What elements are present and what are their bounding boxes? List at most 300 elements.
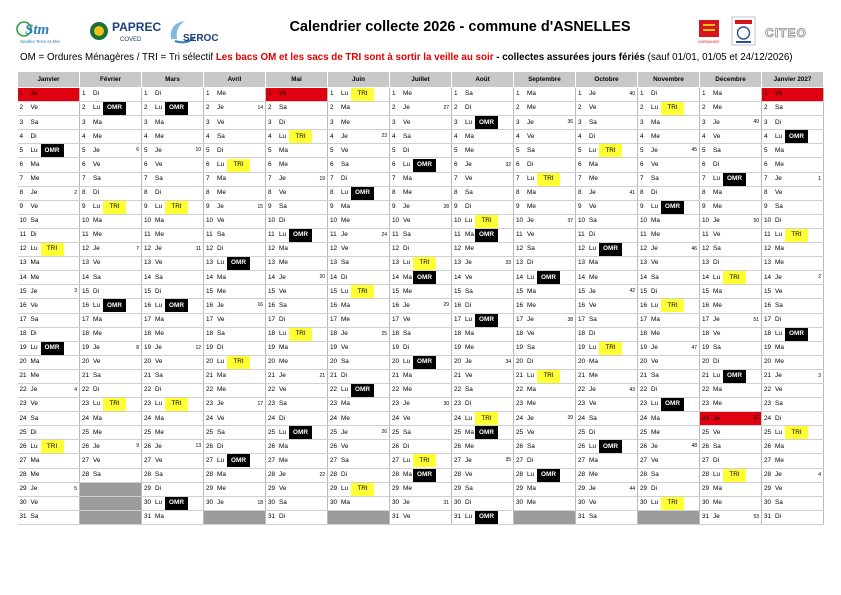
- day-name: Lu: [279, 132, 287, 140]
- day: [18, 130, 80, 143]
- day-name: Je: [465, 456, 472, 464]
- day: [266, 328, 327, 341]
- day-cell: [762, 228, 824, 242]
- day-cell: [762, 440, 824, 454]
- day-cell: [452, 200, 514, 214]
- day-cell: [18, 412, 80, 426]
- day-cell: [576, 214, 638, 228]
- day-row: [18, 426, 824, 440]
- day-cell: [204, 496, 266, 510]
- day-number: 27: [516, 456, 524, 464]
- day-cell: [700, 144, 762, 158]
- omr-collection-badge: OMR: [289, 229, 312, 242]
- tri-collection-badge: TRI: [537, 370, 560, 383]
- day-cell: [80, 102, 142, 116]
- no-collection: [785, 454, 808, 467]
- no-collection: [785, 412, 808, 425]
- day-number: 11: [702, 231, 709, 239]
- day-number: 23: [392, 400, 400, 408]
- day-cell: [390, 412, 452, 426]
- day-cell: [514, 496, 576, 510]
- day: [576, 328, 637, 341]
- day: [204, 201, 265, 214]
- day-cell: [576, 130, 638, 144]
- day-number: 3: [578, 118, 582, 126]
- day-number: 1: [454, 90, 458, 98]
- no-collection: [413, 173, 436, 186]
- day-name: Je: [155, 146, 162, 154]
- no-collection: [475, 454, 498, 467]
- day-cell: [390, 369, 452, 383]
- no-collection: [289, 483, 312, 496]
- day-name: Di: [465, 301, 472, 309]
- day-cell: [18, 383, 80, 397]
- holiday-day: [18, 88, 80, 101]
- no-collection: [103, 257, 126, 270]
- day-number: 6: [578, 160, 582, 168]
- no-collection: [475, 483, 498, 496]
- day-cell: [142, 313, 204, 327]
- no-collection: [599, 187, 622, 200]
- day-number: 6: [702, 160, 706, 168]
- no-collection: [537, 384, 560, 397]
- day-number: 6: [19, 160, 24, 168]
- day: [762, 229, 823, 242]
- no-collection: [537, 201, 560, 214]
- day-cell: [762, 299, 824, 313]
- day-number: 21: [268, 372, 276, 380]
- day-cell: [762, 88, 824, 102]
- day-cell: [204, 454, 266, 468]
- day-number: 4: [392, 132, 396, 140]
- day-cell: [142, 88, 204, 102]
- day-name: Me: [217, 386, 226, 394]
- day-number: 27: [268, 456, 276, 464]
- day-name: Ma: [217, 372, 226, 380]
- day-cell: [266, 102, 328, 116]
- day: [700, 299, 761, 312]
- day-cell: [204, 355, 266, 369]
- day-name: Lu: [93, 400, 101, 408]
- no-collection: [599, 201, 622, 214]
- day-name: Sa: [527, 344, 535, 352]
- day-name: Ma: [589, 160, 598, 168]
- day-number: 28: [640, 470, 648, 478]
- omr-collection-badge: OMR: [227, 257, 250, 270]
- day-name: Di: [527, 358, 534, 366]
- day: [576, 215, 637, 228]
- day-name: Ma: [30, 160, 40, 168]
- day: [80, 229, 141, 242]
- no-collection: [41, 116, 64, 129]
- day: [700, 257, 761, 270]
- day-number: 25: [144, 428, 152, 436]
- no-collection: [165, 314, 188, 327]
- day-name: Ma: [651, 217, 660, 225]
- day: [328, 173, 389, 186]
- day-number: 23: [144, 400, 152, 408]
- day-cell: [576, 88, 638, 102]
- day-name: Ve: [713, 428, 721, 436]
- day-name: Lu: [30, 245, 38, 253]
- no-collection: [537, 144, 560, 157]
- day-name: Ve: [279, 386, 287, 394]
- day: [514, 497, 575, 510]
- week-number: 29: [443, 302, 449, 309]
- day-cell: [700, 440, 762, 454]
- day-name: Lu: [527, 372, 535, 380]
- no-collection: [599, 426, 622, 439]
- day-name: Ma: [651, 414, 660, 422]
- day-cell: [266, 355, 328, 369]
- day-name: Sa: [30, 118, 39, 126]
- no-collection: [537, 187, 560, 200]
- day-name: Ma: [93, 217, 102, 225]
- day-cell: [18, 285, 80, 299]
- day-cell: [452, 341, 514, 355]
- day-name: Ma: [775, 245, 784, 253]
- day: [700, 314, 761, 327]
- day-number: 25: [578, 428, 586, 436]
- day-cell: [328, 369, 390, 383]
- day-number: 10: [206, 217, 214, 225]
- day-name: Ve: [651, 160, 659, 168]
- day: [390, 271, 451, 284]
- day-number: 3: [764, 118, 768, 126]
- day-number: 17: [268, 315, 276, 323]
- day-number: 15: [454, 287, 462, 295]
- day-name: Lu: [217, 456, 225, 464]
- day-name: Je: [589, 386, 596, 394]
- day-number: 9: [206, 203, 210, 211]
- day: [452, 130, 513, 143]
- day-number: 23: [330, 400, 338, 408]
- day-cell: [762, 482, 824, 496]
- day-cell: [18, 426, 80, 440]
- day-name: Me: [775, 358, 784, 366]
- no-collection: [537, 412, 560, 425]
- no-collection: [227, 469, 250, 482]
- no-collection: [165, 173, 188, 186]
- day-name: Ve: [775, 386, 783, 394]
- no-collection: [537, 285, 560, 298]
- no-collection: [227, 215, 250, 228]
- day-number: 28: [268, 470, 276, 478]
- day-number: 15: [764, 287, 772, 295]
- no-collection: [475, 469, 498, 482]
- week-number: 4: [818, 471, 821, 478]
- day-number: 8: [578, 189, 582, 196]
- day-cell: [452, 398, 514, 412]
- day-name: Di: [30, 428, 37, 436]
- day-number: 13: [640, 259, 648, 267]
- day-name: Me: [527, 400, 536, 408]
- day-number: 29: [330, 484, 338, 492]
- day-cell: [638, 468, 700, 482]
- day-number: 1: [268, 90, 272, 98]
- day-name: Je: [93, 146, 100, 154]
- day: [266, 356, 327, 369]
- day-number: 2: [392, 104, 396, 112]
- day-name: Lu: [279, 428, 287, 436]
- day-number: 17: [764, 315, 772, 323]
- no-collection: [785, 173, 808, 186]
- day: [328, 229, 389, 242]
- day-name: Sa: [341, 160, 349, 168]
- day-cell: [514, 130, 576, 144]
- no-collection: [599, 398, 622, 411]
- day-name: Lu: [589, 245, 597, 253]
- day: [390, 215, 451, 228]
- no-collection: [351, 215, 374, 228]
- week-number: 1: [818, 175, 821, 182]
- day-cell: [576, 468, 638, 482]
- day-cell: [142, 144, 204, 158]
- no-collection: [413, 215, 436, 228]
- day-cell: [80, 88, 142, 102]
- day: [638, 469, 699, 482]
- no-collection: [227, 187, 250, 200]
- tri-collection-badge: TRI: [103, 201, 126, 214]
- day-cell: [390, 468, 452, 482]
- no-collection: [41, 497, 64, 510]
- day: [204, 257, 265, 270]
- no-collection: [289, 201, 312, 214]
- day-number: 2: [19, 104, 24, 112]
- day-cell: [266, 454, 328, 468]
- no-collection: [41, 454, 64, 467]
- day-name: Ve: [279, 484, 287, 492]
- day: [18, 187, 80, 200]
- day-number: 19: [19, 344, 27, 352]
- day-cell: [142, 496, 204, 510]
- day-number: 3: [640, 118, 644, 126]
- day-name: Ve: [30, 499, 38, 507]
- day: [638, 370, 699, 383]
- no-collection: [599, 356, 622, 369]
- no-collection: [413, 370, 436, 383]
- day: [762, 454, 823, 467]
- day: [328, 187, 389, 200]
- no-collection: [227, 483, 250, 496]
- day-name: Sa: [217, 231, 225, 239]
- day-cell: [638, 440, 700, 454]
- no-collection: [227, 384, 250, 397]
- day-name: Lu: [713, 273, 721, 281]
- no-collection: [475, 497, 498, 510]
- day-cell: [514, 243, 576, 257]
- day-cell: [204, 482, 266, 496]
- no-collection: [227, 412, 250, 425]
- day: [266, 469, 327, 482]
- no-collection: [289, 370, 312, 383]
- day-name: Ma: [527, 287, 536, 295]
- month-header: Décembre: [700, 72, 762, 88]
- no-collection: [661, 144, 684, 157]
- day-cell: [762, 468, 824, 482]
- day-cell: [328, 341, 390, 355]
- day-cell: [576, 271, 638, 285]
- no-collection: [351, 173, 374, 186]
- day-name: Ve: [341, 146, 349, 154]
- day: [638, 356, 699, 369]
- day-number: 26: [702, 442, 710, 450]
- day-cell: [18, 271, 80, 285]
- day-cell: [638, 398, 700, 412]
- tri-collection-badge: TRI: [599, 144, 622, 157]
- day-number: 12: [516, 245, 524, 253]
- day-name: Ma: [93, 414, 102, 422]
- day-name: Ve: [775, 287, 783, 295]
- no-collection: [599, 370, 622, 383]
- day-number: 30: [330, 499, 338, 507]
- day-name: Je: [527, 217, 534, 225]
- day: [266, 440, 327, 453]
- stm-logo-text: Stm: [25, 22, 50, 38]
- day: [328, 130, 389, 143]
- day: [80, 426, 141, 439]
- day-number: 25: [19, 428, 27, 436]
- day-number: 17: [82, 315, 90, 323]
- day-number: 28: [82, 470, 90, 478]
- day-number: 22: [144, 386, 152, 394]
- day: [390, 426, 451, 439]
- week-number: 21: [319, 372, 325, 379]
- day-name: Di: [403, 442, 410, 450]
- day-number: 31: [392, 513, 400, 521]
- day-cell: [142, 200, 204, 214]
- day-name: Sa: [589, 315, 597, 323]
- day-cell: [452, 257, 514, 271]
- day-number: 7: [702, 174, 706, 182]
- day-cell: [80, 172, 142, 186]
- day-name: Ve: [403, 513, 411, 521]
- day-name: Me: [465, 442, 474, 450]
- day-name: Lu: [775, 428, 783, 436]
- day-number: 28: [330, 470, 338, 478]
- day: [576, 130, 637, 143]
- day-number: 20: [268, 358, 276, 366]
- day: [142, 130, 203, 143]
- day: [204, 483, 265, 496]
- day: [700, 271, 761, 284]
- day-number: 29: [268, 484, 276, 492]
- day-cell: [18, 355, 80, 369]
- day-number: 4: [516, 132, 520, 140]
- day-number: 27: [144, 456, 152, 464]
- day-cell: [18, 144, 80, 158]
- day-cell: [452, 369, 514, 383]
- day-name: Ve: [527, 231, 535, 239]
- week-number: 38: [567, 316, 573, 323]
- day-number: 6: [330, 160, 334, 168]
- day-cell: [266, 172, 328, 186]
- day-name: Lu: [589, 442, 597, 450]
- no-collection: [599, 229, 622, 242]
- day-number: 5: [454, 146, 458, 154]
- day: [762, 497, 823, 510]
- day: [328, 370, 389, 383]
- no-collection: [41, 469, 64, 482]
- omr-collection-badge: OMR: [165, 497, 188, 510]
- day: [204, 243, 265, 256]
- day-name: Sa: [279, 203, 287, 211]
- day-cell: [514, 454, 576, 468]
- week-number: 36: [567, 119, 573, 126]
- anssi-logo: [731, 16, 756, 46]
- day-name: Ve: [527, 428, 535, 436]
- day-number: 12: [144, 245, 152, 253]
- day: [452, 102, 513, 115]
- week-number: 2: [818, 274, 821, 281]
- day-name: Sa: [775, 203, 783, 211]
- day: [266, 187, 327, 200]
- no-collection: [723, 314, 746, 327]
- day-name: Lu: [403, 358, 411, 366]
- no-collection: [723, 285, 746, 298]
- day: [700, 497, 761, 510]
- day-cell: [700, 510, 762, 524]
- day: [576, 469, 637, 482]
- day: [266, 257, 327, 270]
- day: [204, 356, 265, 369]
- day-cell: [142, 158, 204, 172]
- no-collection: [723, 440, 746, 453]
- day-number: 29: [578, 484, 586, 492]
- day-cell: [514, 271, 576, 285]
- day-cell: [762, 426, 824, 440]
- day: [638, 88, 699, 101]
- day: [390, 159, 451, 172]
- day-name: Ma: [217, 273, 226, 281]
- day-name: Me: [403, 386, 412, 394]
- day-name: Di: [713, 358, 720, 366]
- day-name: Sa: [651, 273, 659, 281]
- day-number: 3: [702, 118, 706, 126]
- day-name: Me: [589, 273, 598, 281]
- day-cell: [452, 496, 514, 510]
- day-cell: [80, 228, 142, 242]
- day-name: Sa: [403, 428, 411, 436]
- day-number: 12: [268, 245, 276, 253]
- day-cell: [18, 299, 80, 313]
- day: [266, 144, 327, 157]
- day-number: 29: [144, 484, 152, 492]
- day: [514, 412, 575, 425]
- no-collection: [227, 116, 250, 129]
- day: [266, 201, 327, 214]
- day-cell: [204, 398, 266, 412]
- day-number: 27: [82, 456, 90, 464]
- no-collection: [289, 144, 312, 157]
- no-collection: [599, 257, 622, 270]
- week-number: 2: [74, 189, 77, 196]
- day-cell: [18, 228, 80, 242]
- day-cell: [762, 412, 824, 426]
- day-name: Me: [30, 174, 40, 182]
- no-collection: [289, 173, 312, 186]
- day: [390, 483, 451, 496]
- day-number: 18: [144, 329, 152, 337]
- day: [514, 229, 575, 242]
- day-cell: [328, 285, 390, 299]
- no-collection: [599, 88, 622, 101]
- day: [328, 299, 389, 312]
- day-number: 15: [578, 287, 586, 295]
- day: [142, 328, 203, 341]
- week-number: 39: [567, 415, 573, 422]
- day: [576, 454, 637, 467]
